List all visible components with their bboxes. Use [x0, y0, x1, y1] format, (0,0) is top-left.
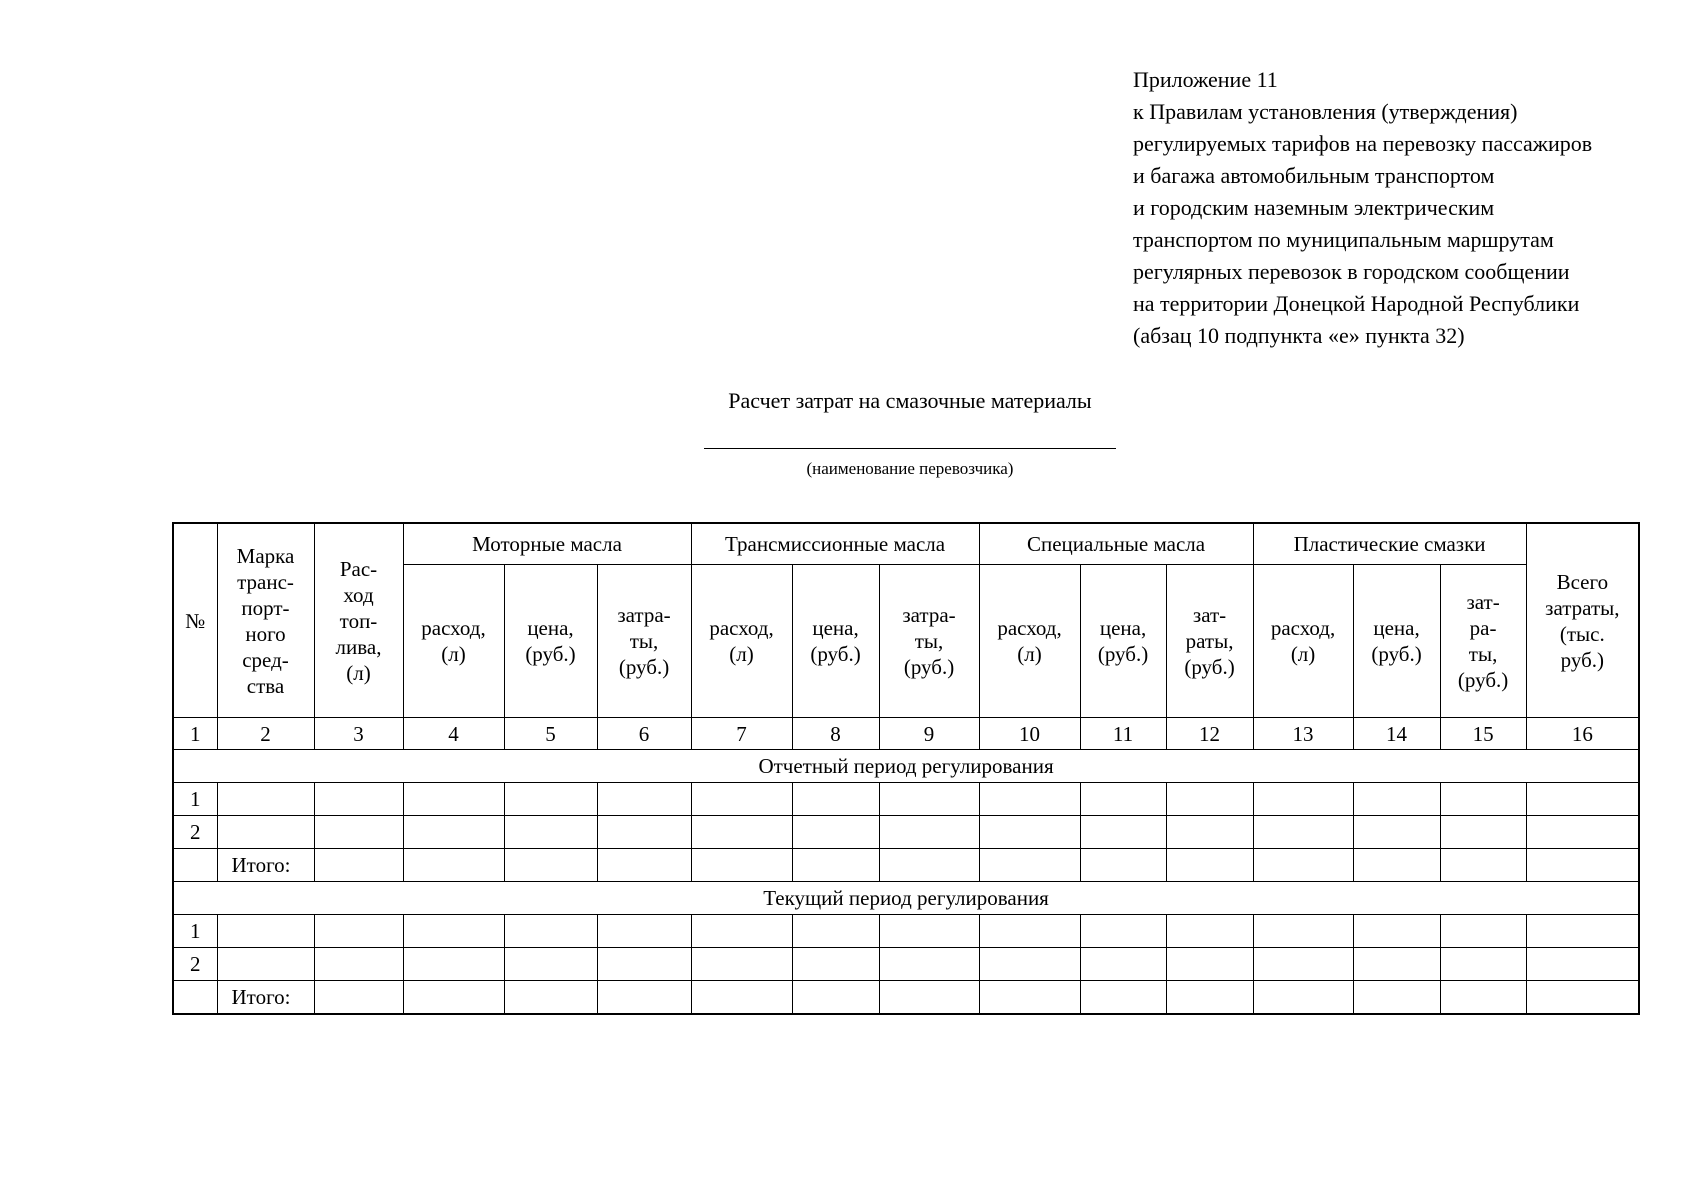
empty-cell	[504, 816, 597, 849]
empty-cell	[403, 816, 504, 849]
empty-cell	[879, 816, 979, 849]
column-number: 3	[314, 718, 403, 750]
empty-cell	[691, 981, 792, 1015]
carrier-name-caption: (наименование перевозчика)	[806, 459, 1014, 478]
empty-cell	[879, 783, 979, 816]
empty-cell	[314, 948, 403, 981]
empty-cell	[504, 849, 597, 882]
empty-cell	[504, 948, 597, 981]
appendix-line: Приложение 11	[1133, 67, 1278, 92]
total-row	[173, 849, 1639, 882]
header-text-line: (л)	[346, 660, 371, 685]
empty-cell	[691, 915, 792, 948]
header-transmission-oils: Трансмиссионные масла	[691, 523, 979, 565]
header-text-line: цена,	[527, 616, 574, 640]
appendix-line: на территории Донецкой Народной Республики	[1133, 291, 1580, 316]
header-text-line: (руб.)	[1457, 668, 1509, 692]
empty-cell	[979, 816, 1080, 849]
header-text-line: ного	[245, 621, 286, 646]
empty-cell	[403, 849, 504, 882]
header-text-line: (руб.)	[1371, 642, 1422, 666]
empty-cell	[1440, 816, 1526, 849]
header-vehicle-brand	[217, 523, 314, 718]
column-number: 12	[1166, 718, 1253, 750]
header-text-line: сред-	[242, 647, 289, 672]
column-number: 7	[691, 718, 792, 750]
header-text-line: цена,	[1373, 616, 1420, 640]
empty-cell	[597, 981, 691, 1015]
header-text-line: (л)	[1017, 642, 1042, 666]
table-row	[173, 816, 1639, 849]
column-number: 2	[217, 718, 314, 750]
header-text-line: (руб.)	[1097, 642, 1149, 666]
empty-cell	[879, 981, 979, 1015]
empty-cell	[1353, 783, 1440, 816]
header-text-line: ты,	[914, 629, 944, 653]
header-text-line: транс-	[237, 569, 294, 594]
column-number: 10	[979, 718, 1080, 750]
empty-cell	[1080, 915, 1166, 948]
header-number: №	[173, 523, 217, 718]
empty-cell	[879, 915, 979, 948]
empty-cell	[1166, 948, 1253, 981]
empty-cell	[1253, 915, 1353, 948]
column-numbers-row	[173, 718, 1639, 750]
plastic-costs-header	[1440, 565, 1526, 718]
appendix-line: (абзац 10 подпункта «е» пункта 32)	[1133, 323, 1465, 348]
empty-cell	[1253, 981, 1353, 1015]
empty-cell	[597, 948, 691, 981]
empty-cell	[792, 981, 879, 1015]
total-row	[173, 981, 1639, 1015]
special-consumption-header	[979, 565, 1080, 718]
empty-cell	[1353, 981, 1440, 1015]
empty-cell	[1353, 948, 1440, 981]
empty-cell	[1080, 981, 1166, 1015]
empty-cell	[1353, 915, 1440, 948]
empty-cell	[1526, 783, 1639, 816]
document-title: Расчет затрат на смазочные материалы	[728, 388, 1092, 413]
appendix-line: и багажа автомобильным транспортом	[1133, 163, 1495, 188]
empty-cell	[1080, 783, 1166, 816]
empty-cell	[691, 849, 792, 882]
header-text-line: ра-	[1469, 616, 1497, 640]
header-text-line: затра-	[902, 603, 956, 627]
header-fuel-consumption	[314, 523, 403, 718]
table-row	[173, 783, 1639, 816]
empty-cell	[979, 981, 1080, 1015]
empty-cell	[173, 849, 217, 882]
empty-cell	[314, 981, 403, 1015]
empty-cell	[314, 849, 403, 882]
header-total-costs	[1526, 523, 1639, 718]
empty-cell	[597, 915, 691, 948]
header-text-line: (руб.)	[810, 642, 861, 666]
row-number: 1	[173, 783, 217, 816]
empty-cell	[792, 948, 879, 981]
header-text-line: порт-	[241, 595, 290, 620]
empty-cell	[1440, 915, 1526, 948]
empty-cell	[792, 915, 879, 948]
column-number: 4	[403, 718, 504, 750]
empty-cell	[504, 981, 597, 1015]
period-label: Текущий период регулирования	[173, 882, 1639, 915]
header-text-line: затраты,	[1545, 595, 1620, 620]
carrier-name-line	[704, 448, 1116, 449]
appendix-header	[1133, 64, 1592, 352]
empty-cell	[597, 816, 691, 849]
table-row	[173, 915, 1639, 948]
column-number: 13	[1253, 718, 1353, 750]
empty-cell	[403, 783, 504, 816]
empty-cell	[1253, 948, 1353, 981]
empty-cell	[1253, 783, 1353, 816]
header-text-line: расход,	[1270, 616, 1336, 640]
appendix-line: регулярных перевозок в городском сообщении	[1133, 259, 1570, 284]
empty-cell	[217, 783, 314, 816]
appendix-line: регулируемых тарифов на перевозку пассажиров	[1133, 131, 1593, 156]
empty-cell	[1166, 783, 1253, 816]
plastic-price-header	[1353, 565, 1440, 718]
empty-cell	[1080, 948, 1166, 981]
empty-cell	[1526, 816, 1639, 849]
header-text-line: ты,	[629, 629, 659, 653]
table-row	[173, 948, 1639, 981]
empty-cell	[1440, 849, 1526, 882]
empty-cell	[1526, 948, 1639, 981]
empty-cell	[403, 948, 504, 981]
empty-cell	[1080, 816, 1166, 849]
empty-cell	[792, 783, 879, 816]
empty-cell	[504, 783, 597, 816]
empty-cell	[1440, 981, 1526, 1015]
header-text-line: (руб.)	[1184, 655, 1235, 679]
header-text-line: расход,	[421, 616, 486, 640]
header-special-oils: Специальные масла	[979, 523, 1253, 565]
empty-cell	[1080, 849, 1166, 882]
special-costs-header	[1166, 565, 1253, 718]
appendix-line: транспортом по муниципальным маршрутам	[1133, 227, 1554, 252]
special-price-header	[1080, 565, 1166, 718]
header-motor-oils: Моторные масла	[403, 523, 691, 565]
header-text-line: ства	[246, 673, 285, 698]
header-plastic-greases: Пластические смазки	[1253, 523, 1526, 565]
header-text-line: Марка	[236, 543, 295, 568]
empty-cell	[1253, 849, 1353, 882]
column-number: 16	[1526, 718, 1639, 750]
lubricant-cost-table	[172, 522, 1640, 1015]
empty-cell	[1353, 849, 1440, 882]
header-text-line: руб.)	[1560, 647, 1605, 672]
header-text-line: расход,	[709, 616, 774, 640]
header-text-line: (руб.)	[903, 655, 955, 679]
empty-cell	[979, 948, 1080, 981]
total-label: Итого:	[217, 981, 314, 1015]
row-number: 2	[173, 816, 217, 849]
empty-cell	[1166, 816, 1253, 849]
transmission-costs-header	[879, 565, 979, 718]
column-number: 5	[504, 718, 597, 750]
empty-cell	[1166, 981, 1253, 1015]
header-text-line: расход,	[997, 616, 1062, 640]
header-text-line: (л)	[441, 642, 466, 666]
empty-cell	[403, 915, 504, 948]
empty-cell	[979, 783, 1080, 816]
column-number: 1	[173, 718, 217, 750]
empty-cell	[879, 948, 979, 981]
empty-cell	[1166, 849, 1253, 882]
appendix-line: к Правилам установления (утверждения)	[1133, 99, 1518, 124]
period-section-row	[173, 750, 1639, 783]
empty-cell	[792, 849, 879, 882]
transmission-price-header	[792, 565, 879, 718]
empty-cell	[979, 915, 1080, 948]
empty-cell	[691, 948, 792, 981]
empty-cell	[691, 816, 792, 849]
period-label: Отчетный период регулирования	[173, 750, 1639, 783]
row-number: 2	[173, 948, 217, 981]
column-number: 9	[879, 718, 979, 750]
header-text-line: ход	[343, 582, 374, 607]
column-number: 8	[792, 718, 879, 750]
motor-consumption-header	[403, 565, 504, 718]
empty-cell	[314, 783, 403, 816]
header-text-line: (руб.)	[525, 642, 576, 666]
empty-cell	[217, 816, 314, 849]
empty-cell	[879, 849, 979, 882]
header-text-line: цена,	[1099, 616, 1147, 640]
empty-cell	[504, 915, 597, 948]
header-text-line: (руб.)	[618, 655, 670, 679]
empty-cell	[597, 783, 691, 816]
motor-price-header	[504, 565, 597, 718]
motor-costs-header	[597, 565, 691, 718]
header-text-line: ты,	[1468, 642, 1498, 666]
empty-cell	[1526, 915, 1639, 948]
appendix-line: и городским наземным электрическим	[1133, 195, 1495, 220]
empty-cell	[1166, 915, 1253, 948]
transmission-consumption-header	[691, 565, 792, 718]
header-text-line: (л)	[729, 642, 754, 666]
empty-cell	[173, 981, 217, 1015]
empty-cell	[217, 915, 314, 948]
header-text-line: затра-	[617, 603, 671, 627]
empty-cell	[1526, 849, 1639, 882]
empty-cell	[979, 849, 1080, 882]
row-number: 1	[173, 915, 217, 948]
empty-cell	[597, 849, 691, 882]
column-number: 11	[1080, 718, 1166, 750]
header-text-line: раты,	[1185, 629, 1234, 653]
plastic-consumption-header	[1253, 565, 1353, 718]
empty-cell	[1253, 816, 1353, 849]
header-text-line: (л)	[1290, 642, 1316, 666]
empty-cell	[217, 948, 314, 981]
column-number: 14	[1353, 718, 1440, 750]
column-number: 15	[1440, 718, 1526, 750]
empty-cell	[314, 915, 403, 948]
header-text-line: (тыс.	[1559, 621, 1605, 646]
header-text-line: Всего	[1556, 569, 1609, 594]
column-number: 6	[597, 718, 691, 750]
period-section-row	[173, 882, 1639, 915]
empty-cell	[1440, 948, 1526, 981]
empty-cell	[403, 981, 504, 1015]
header-text-line: зат-	[1466, 590, 1500, 614]
header-text-line: зат-	[1192, 603, 1227, 627]
empty-cell	[1526, 981, 1639, 1015]
empty-cell	[1440, 783, 1526, 816]
header-text-line: Рас-	[339, 556, 378, 581]
empty-cell	[792, 816, 879, 849]
header-text-line: топ-	[339, 608, 378, 633]
header-text-line: лива,	[335, 634, 382, 659]
header-text-line: цена,	[812, 616, 859, 640]
empty-cell	[1353, 816, 1440, 849]
empty-cell	[691, 783, 792, 816]
empty-cell	[314, 816, 403, 849]
total-label: Итого:	[217, 849, 314, 882]
